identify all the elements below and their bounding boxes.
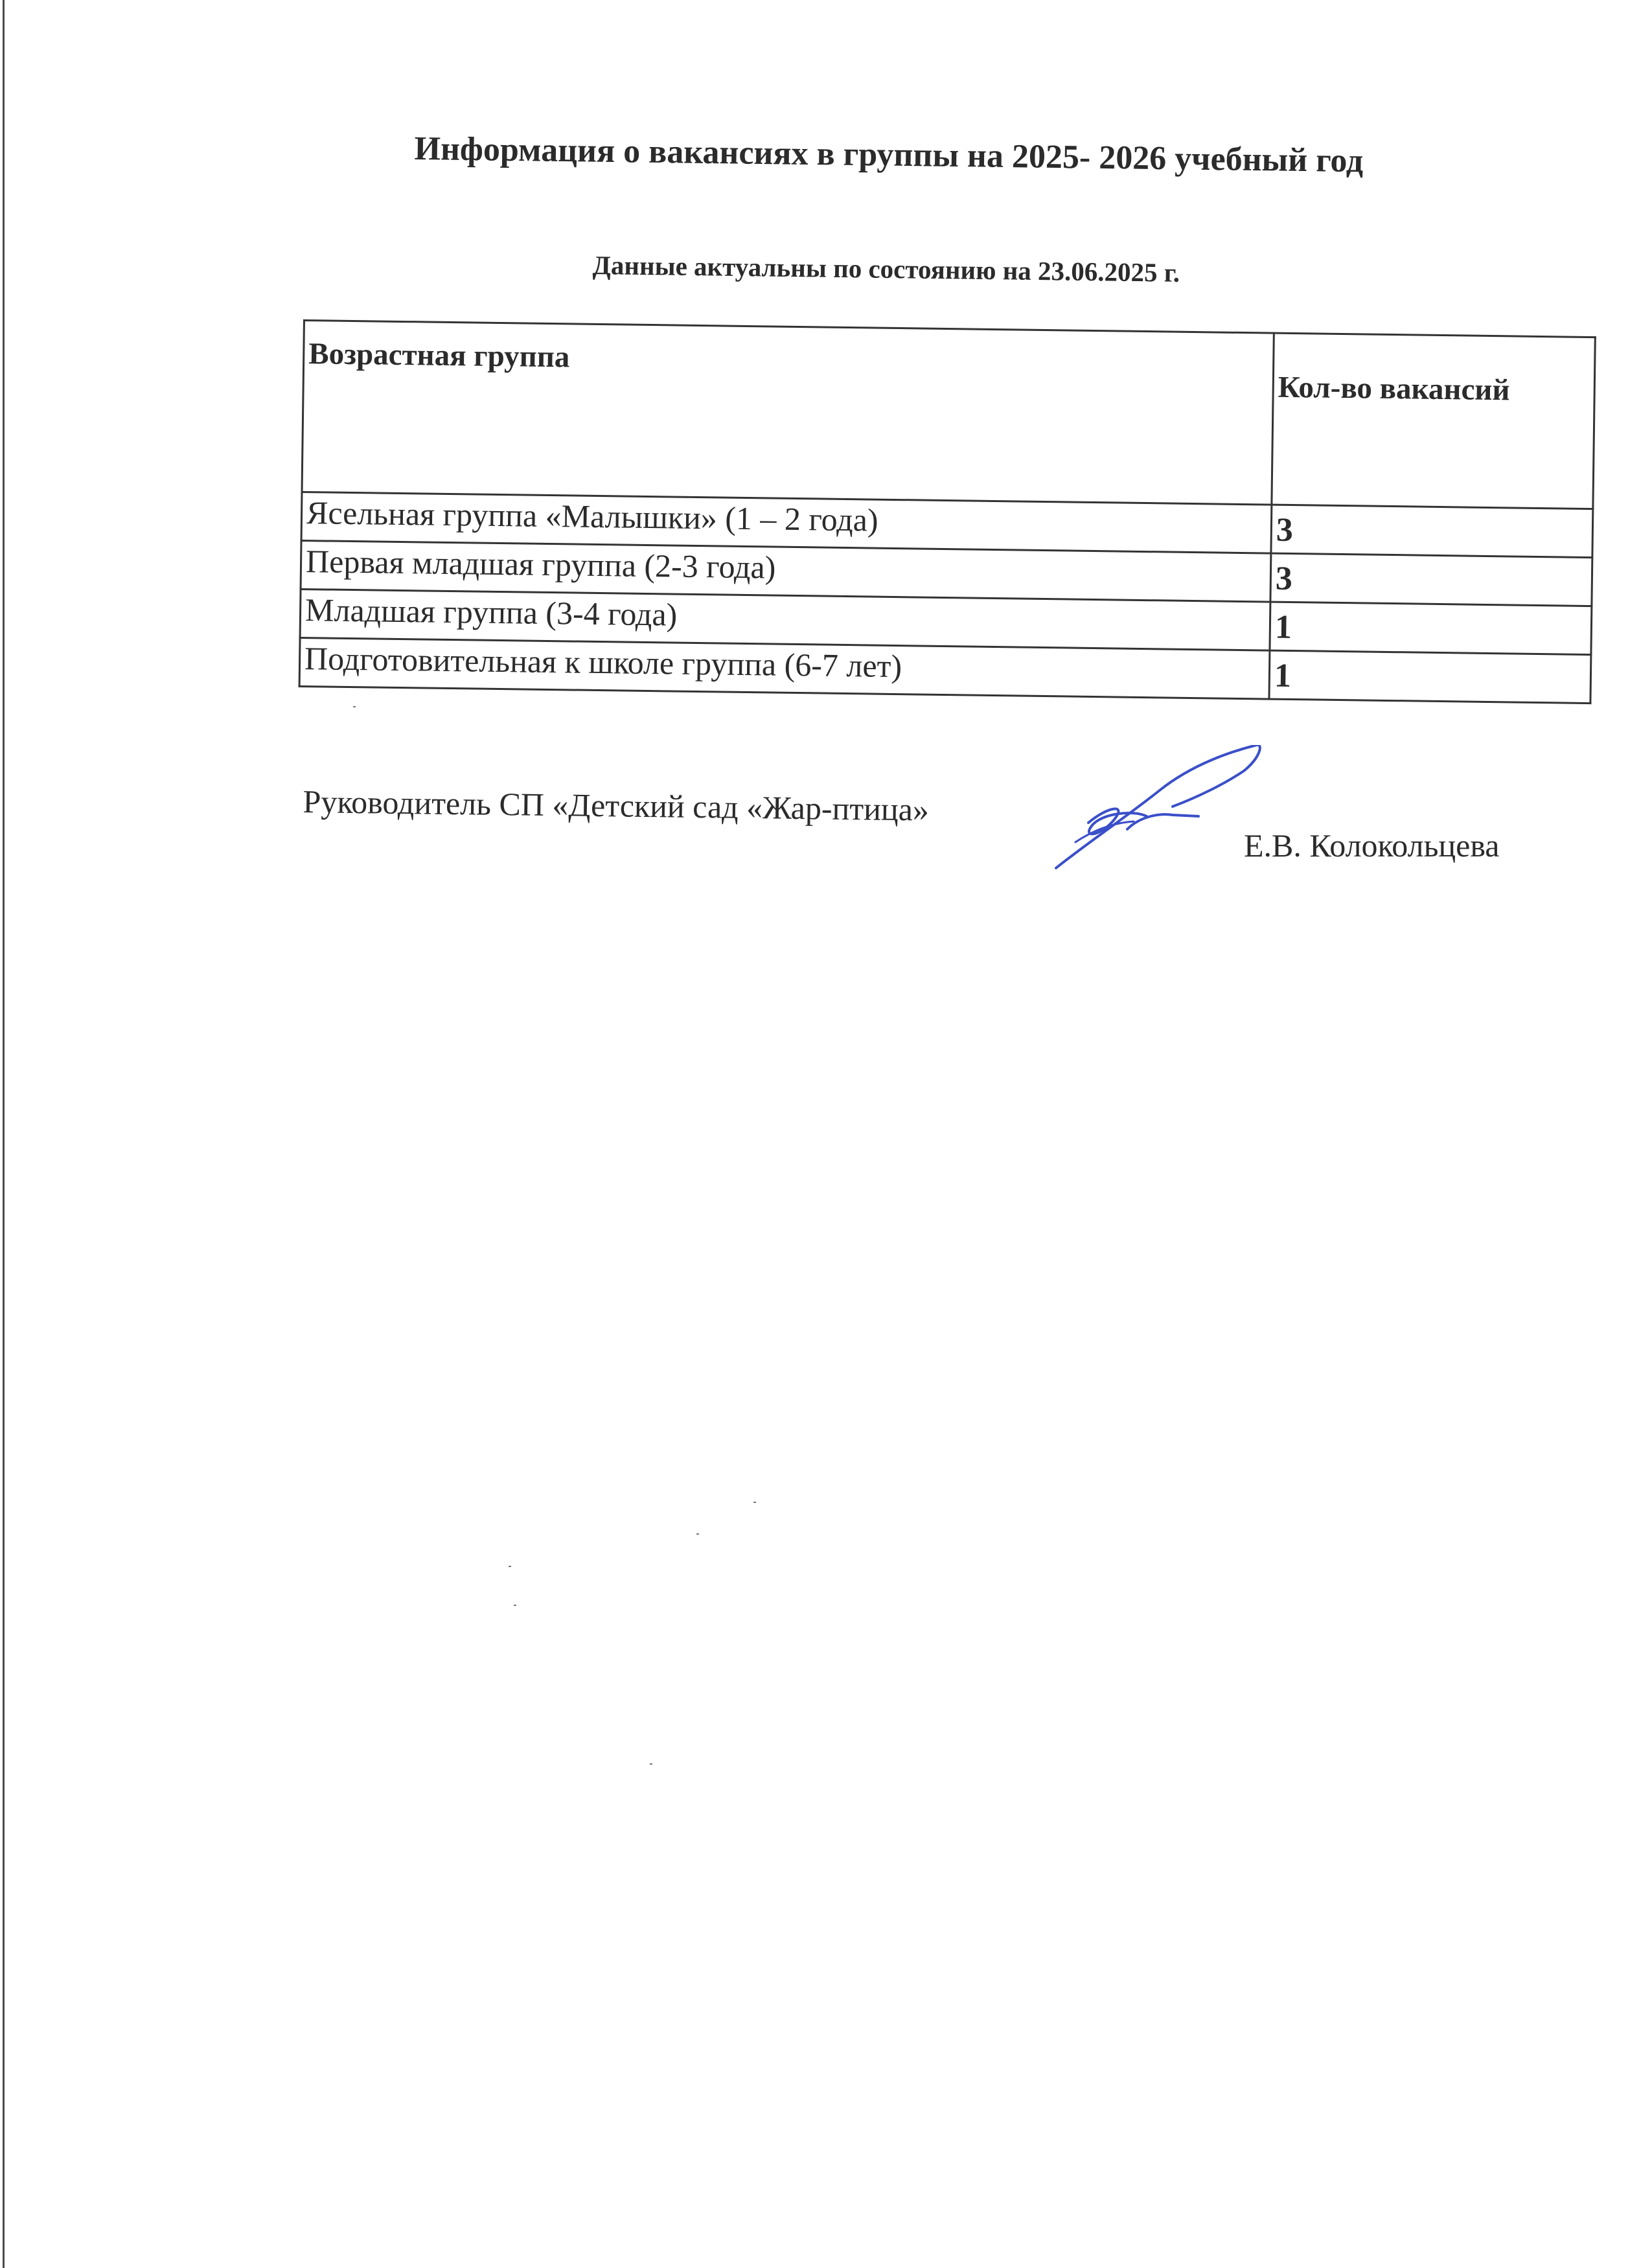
row-vacancy-count: 1 [1270,602,1592,654]
row-vacancy-count: 1 [1269,650,1591,703]
row-vacancy-count: 3 [1270,553,1592,606]
row-group-name: Первая младшая группа (2-3 года) [301,540,1271,602]
signatory-role: Руководитель СП «Детский сад «Жар-птица» [303,783,930,828]
handwritten-signature [1037,745,1270,875]
table-header-row [302,321,1595,509]
scan-speck [696,1533,699,1535]
row-vacancy-count: 3 [1271,505,1593,557]
header-vacancy-count: Кол-во вакансий [1272,333,1595,509]
document-title: Информация о вакансиях в группы на 2025- 2026 учебный год [414,130,1364,180]
vacancy-table-wrapper [299,319,1594,695]
scan-edge-line [3,0,5,2268]
header-age-group: Возрастная группа [302,321,1274,505]
scan-speck [650,1763,652,1765]
scan-speck [353,706,356,707]
scan-speck [753,1502,756,1503]
vacancy-table [299,319,1596,704]
row-group-name: Младшая группа (3-4 года) [300,589,1270,650]
row-group-name: Ясельная группа «Малышки» (1 – 2 года) [301,492,1272,553]
document-subtitle: Данные актуальны по состоянию на 23.06.2025 г. [592,249,1180,288]
signatory-name: Е.В. Колокольцева [1244,827,1500,864]
scan-speck [509,1566,511,1567]
scan-speck [514,1605,516,1606]
row-group-name: Подготовительная к школе группа (6-7 лет) [299,637,1270,699]
